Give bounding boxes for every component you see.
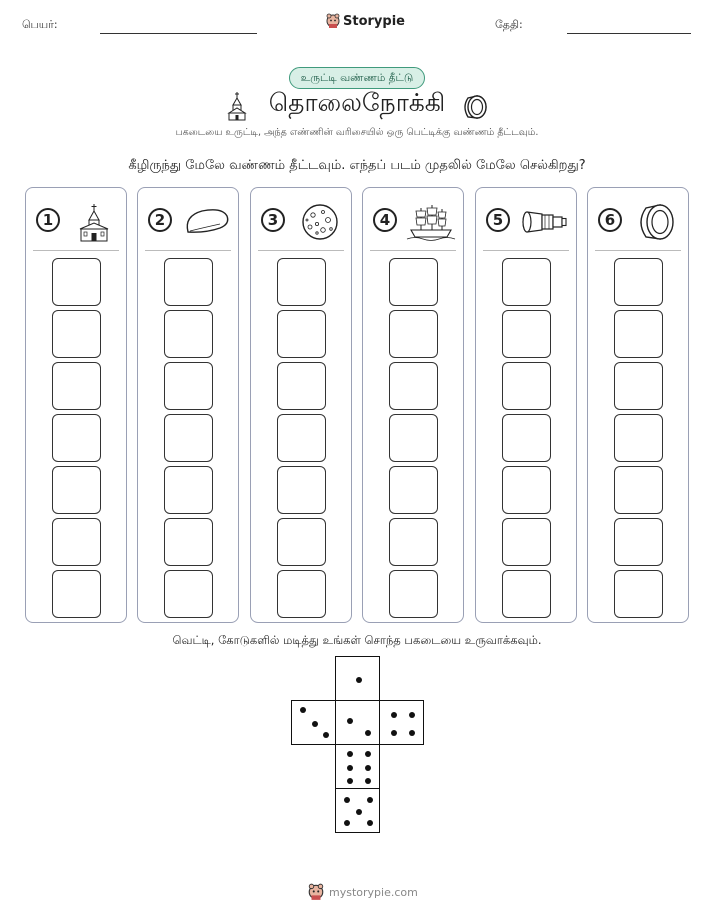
- dice-pip: [391, 712, 397, 718]
- dice-pip: [344, 820, 350, 826]
- dice-pip: [347, 718, 353, 724]
- name-label: பெயர்:: [22, 18, 58, 31]
- dice-pip: [409, 730, 415, 736]
- column-divider: [33, 250, 119, 251]
- color-box[interactable]: [52, 466, 101, 514]
- column-header: [363, 188, 463, 250]
- color-box[interactable]: [52, 518, 101, 566]
- color-box[interactable]: [52, 310, 101, 358]
- dice-face-1: [335, 656, 380, 701]
- column-divider: [370, 250, 456, 251]
- column-number: 3: [261, 208, 285, 232]
- dice-pip: [409, 712, 415, 718]
- column-number: 1: [36, 208, 60, 232]
- column-divider: [258, 250, 344, 251]
- storypie-mascot-icon: [326, 13, 340, 29]
- brand-name: Storypie: [343, 13, 405, 29]
- color-box[interactable]: [164, 362, 213, 410]
- column-divider: [483, 250, 569, 251]
- color-box[interactable]: [614, 362, 663, 410]
- color-box[interactable]: [389, 518, 438, 566]
- subtitle: பகடையை உருட்டி, அந்த எண்ணின் வரிசையில் ஒரு பெட்டிக்கு வண்ணம் தீட்டவும்.: [175, 127, 539, 138]
- column-divider: [145, 250, 231, 251]
- column-5: [475, 187, 577, 623]
- column-header: [588, 188, 688, 250]
- color-box[interactable]: [389, 258, 438, 306]
- column-1: [25, 187, 127, 623]
- cut-instruction: வெட்டி, கோடுகளில் மடித்து உங்கள் சொந்த பகடையை உருவாக்கவும்.: [172, 633, 542, 647]
- color-box[interactable]: [277, 258, 326, 306]
- color-box[interactable]: [614, 310, 663, 358]
- color-box[interactable]: [52, 570, 101, 618]
- column-2: [137, 187, 239, 623]
- date-line[interactable]: [567, 33, 691, 34]
- dice-pip: [365, 730, 371, 736]
- column-number: 6: [598, 208, 622, 232]
- dice-face-6: [335, 744, 380, 789]
- color-box[interactable]: [277, 518, 326, 566]
- column-6: [587, 187, 689, 623]
- page-title: தொலைநோக்கி: [268, 88, 446, 117]
- bread-loaf-icon: [180, 202, 232, 242]
- column-4: [362, 187, 464, 623]
- color-box[interactable]: [277, 466, 326, 514]
- ship-icon: [405, 202, 457, 242]
- instruction: கீழிருந்து மேலே வண்ணம் தீட்டவும். எந்தப் படம் முதலில் மேலே செல்கிறது?: [128, 158, 586, 173]
- color-box[interactable]: [164, 570, 213, 618]
- cylinder-icon: [630, 202, 682, 242]
- column-3: [250, 187, 352, 623]
- dice-pip: [344, 797, 350, 803]
- column-number: 5: [486, 208, 510, 232]
- color-box[interactable]: [52, 258, 101, 306]
- color-box[interactable]: [389, 362, 438, 410]
- telescope-icon: [518, 202, 570, 242]
- color-box[interactable]: [389, 414, 438, 462]
- color-box[interactable]: [52, 414, 101, 462]
- brand-logo: [326, 13, 405, 29]
- dice-pip: [365, 765, 371, 771]
- dice-pip: [323, 732, 329, 738]
- dice-pip: [347, 765, 353, 771]
- column-header: [138, 188, 238, 250]
- color-box[interactable]: [277, 570, 326, 618]
- color-box[interactable]: [277, 414, 326, 462]
- activity-badge: உருட்டி வண்ணம் தீட்டு: [289, 67, 425, 89]
- column-header: [26, 188, 126, 250]
- church-icon: [68, 202, 120, 242]
- color-box[interactable]: [277, 310, 326, 358]
- dice-pip: [365, 778, 371, 784]
- dice-face-3: [291, 700, 336, 745]
- dice-pip: [312, 721, 318, 727]
- color-box[interactable]: [502, 310, 551, 358]
- date-label: தேதி:: [495, 18, 523, 31]
- color-box[interactable]: [614, 570, 663, 618]
- color-box[interactable]: [164, 466, 213, 514]
- dice-face-2: [335, 700, 380, 745]
- color-box[interactable]: [614, 414, 663, 462]
- dice-pip: [365, 751, 371, 757]
- dice-pip: [300, 707, 306, 713]
- column-header: [251, 188, 351, 250]
- color-box[interactable]: [502, 466, 551, 514]
- storypie-mascot-icon: [307, 883, 325, 901]
- color-box[interactable]: [614, 258, 663, 306]
- column-header: [476, 188, 576, 250]
- color-box[interactable]: [502, 518, 551, 566]
- color-box[interactable]: [389, 466, 438, 514]
- footer: [307, 883, 418, 901]
- color-box[interactable]: [614, 518, 663, 566]
- dice-pip: [367, 797, 373, 803]
- dice-pip: [367, 820, 373, 826]
- moon-icon: [293, 202, 345, 242]
- color-box[interactable]: [614, 466, 663, 514]
- dice-pip: [347, 751, 353, 757]
- dice-face-5: [335, 788, 380, 833]
- column-divider: [595, 250, 681, 251]
- dice-pip: [347, 778, 353, 784]
- color-box[interactable]: [502, 414, 551, 462]
- name-line[interactable]: [100, 33, 257, 34]
- color-box[interactable]: [52, 362, 101, 410]
- color-box[interactable]: [164, 310, 213, 358]
- color-box[interactable]: [164, 258, 213, 306]
- footer-url[interactable]: mystorypie.com: [329, 885, 418, 899]
- color-box[interactable]: [277, 362, 326, 410]
- color-box[interactable]: [389, 310, 438, 358]
- dice-face-4: [379, 700, 424, 745]
- color-box[interactable]: [164, 414, 213, 462]
- cylinder-icon: [460, 94, 488, 120]
- color-box[interactable]: [502, 362, 551, 410]
- dice-pip: [356, 677, 362, 683]
- color-box[interactable]: [502, 258, 551, 306]
- column-number: 2: [148, 208, 172, 232]
- color-box[interactable]: [389, 570, 438, 618]
- color-box[interactable]: [502, 570, 551, 618]
- dice-pip: [391, 730, 397, 736]
- column-number: 4: [373, 208, 397, 232]
- dice-pip: [356, 809, 362, 815]
- color-box[interactable]: [164, 518, 213, 566]
